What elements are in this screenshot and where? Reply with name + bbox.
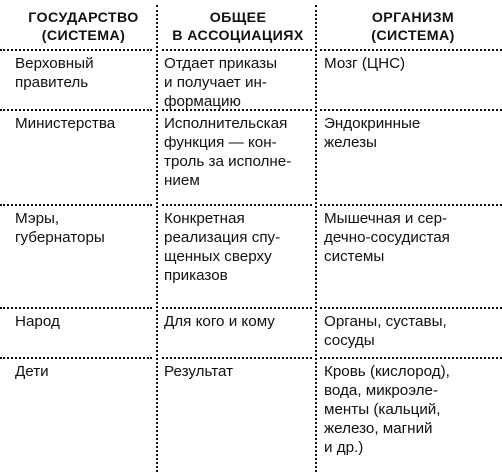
table-row-5-col-1 <box>0 359 152 472</box>
cell-text: Эндокринные железы <box>324 115 421 151</box>
cell-text: Мышечная и сер- дечно-сосудистая системы <box>324 210 450 265</box>
table-row-4-col-2 <box>162 309 312 359</box>
table-row-4-col-3 <box>320 309 502 359</box>
cell-text: Мозг (ЦНС) <box>324 55 406 72</box>
cell-text: Органы, суставы, сосуды <box>324 313 447 349</box>
cell-text: Результат <box>164 363 234 380</box>
column-divider-2 <box>312 5 320 472</box>
table-row-5-col-3 <box>320 359 502 472</box>
cell-text: Министерства <box>15 115 116 132</box>
column-divider-1 <box>152 5 162 472</box>
table-row-2-col-1 <box>0 111 152 206</box>
cell-text: Верховный правитель <box>15 55 94 91</box>
table-row-1-col-3 <box>320 51 502 111</box>
header-common-associations <box>162 5 312 51</box>
table-row-2-col-2 <box>162 111 312 206</box>
table-row-1-col-1 <box>0 51 152 111</box>
cell-text: Для кого и кому <box>164 313 275 330</box>
table-row-5-col-2 <box>162 359 312 472</box>
header-state-system-text: ГОСУДАРСТВО (СИСТЕМА) <box>28 10 139 44</box>
cell-text: Конкретная реализация спу- щенных сверху приказов <box>164 210 281 284</box>
table-row-3-col-1 <box>0 206 152 309</box>
table-row-4-col-1 <box>0 309 152 359</box>
cell-text: Народ <box>15 313 60 330</box>
table-row-1-col-2 <box>162 51 312 111</box>
cell-text: Отдает приказы и получает ин- формацию <box>164 55 277 110</box>
cell-text: Мэры, губернаторы <box>15 210 105 246</box>
header-organism-system-text: ОРГАНИЗМ (СИСТЕМА) <box>371 10 455 44</box>
header-common-associations-text: ОБЩЕЕ В АССОЦИАЦИЯХ <box>172 10 304 44</box>
table-row-3-col-3 <box>320 206 502 309</box>
cell-text: Исполнительская функция — кон- троль за исполне- нием <box>164 115 292 189</box>
table-row-2-col-3 <box>320 111 502 206</box>
cell-text: Кровь (кислород), вода, микроэле- менты (кальций, железо, магний и др.) <box>324 363 450 456</box>
cell-text: Дети <box>15 363 49 380</box>
table-row-3-col-2 <box>162 206 312 309</box>
header-state-system <box>0 5 152 51</box>
header-organism-system <box>320 5 502 51</box>
